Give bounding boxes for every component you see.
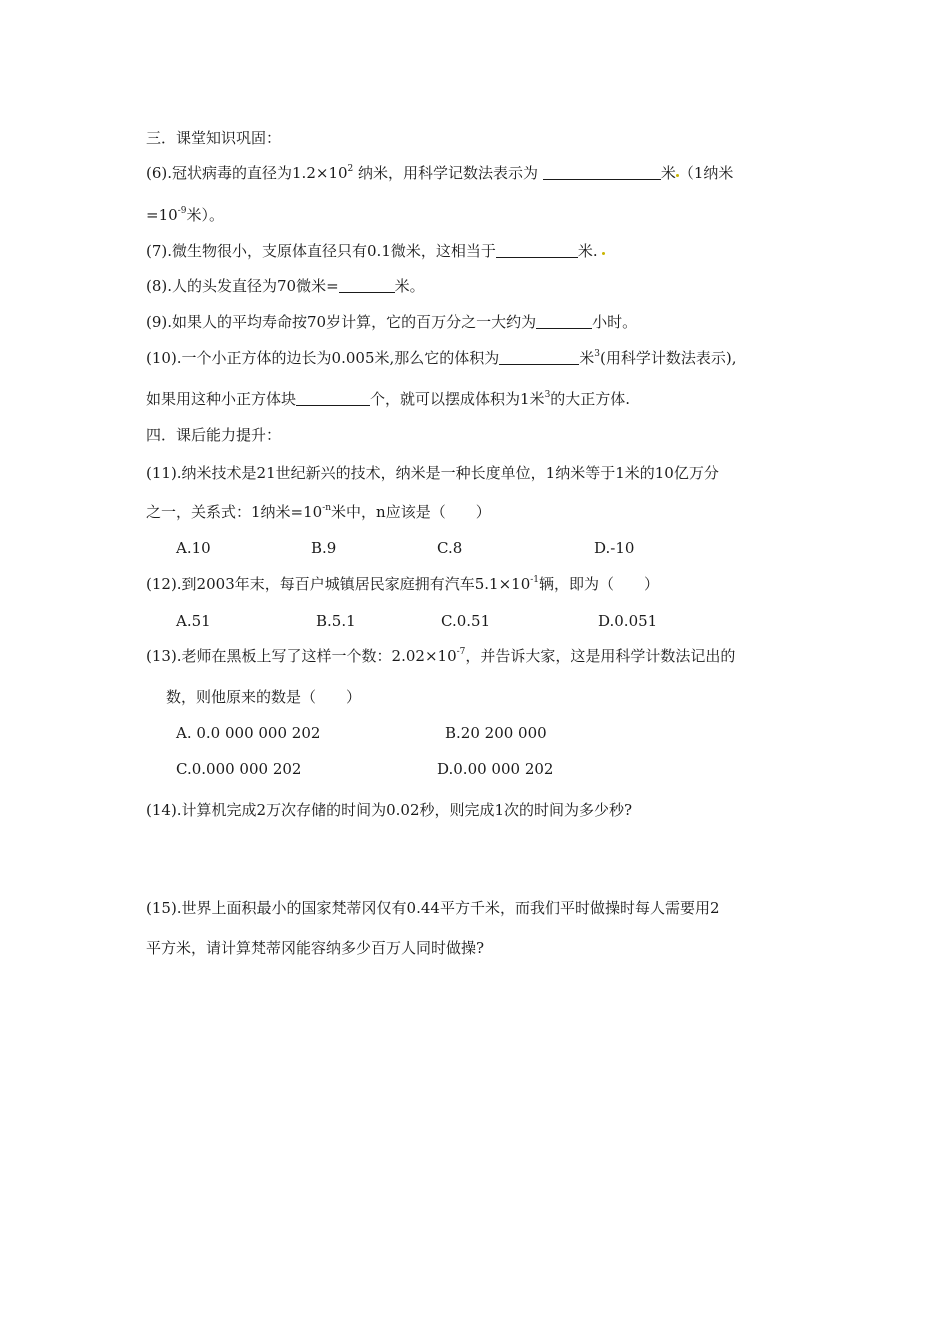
q13-option-a[interactable]: A. 0.0 000 000 202 (176, 724, 321, 742)
q9-text-2: 小时。 (592, 313, 638, 331)
question-15-line-2: 平方米，请计算梵蒂冈能容纳多少百万人同时做操? (146, 939, 485, 957)
question-10-line-1 (146, 348, 737, 368)
q13-text-1: (13).老师在黑板上写了这样一个数：2.02×10 (146, 647, 457, 665)
q6-text-2: 纳米，用科学记数法表示为 (353, 164, 543, 182)
question-10-line-2 (146, 389, 630, 409)
section-3-heading: 三．课堂知识巩固： (146, 129, 282, 147)
q12-option-d[interactable]: D.0.051 (598, 612, 658, 630)
q13-option-b[interactable]: B.20 200 000 (445, 724, 547, 742)
q12-option-c[interactable]: C.0.51 (441, 612, 491, 630)
question-8 (146, 276, 425, 296)
q6-text-3: 米 (660, 164, 676, 182)
q7-text-2: 米. (577, 242, 598, 260)
q11-text-2: 米中，n应该是（ ） (331, 503, 491, 521)
q13-exponent: -7 (456, 647, 466, 657)
q10-text-3: (用科学计数法表示), (600, 349, 737, 367)
question-11-line-2 (146, 502, 491, 522)
q9-text-1: (9).如果人的平均寿命按70岁计算，它的百万分之一大约为 (146, 313, 537, 331)
q10-answer-blank-2[interactable] (296, 391, 370, 406)
q6-text-5: =10 (146, 206, 178, 224)
q11-option-a[interactable]: A.10 (176, 539, 211, 557)
q6-text-6: 米）。 (186, 206, 224, 224)
q10-exponent-1: 3 (594, 349, 601, 359)
question-15-line-1: (15).世界上面积最小的国家梵蒂冈仅有0.44平方千米，而我们平时做操时每人需要用2 (146, 899, 720, 917)
question-13-line-1 (146, 646, 735, 666)
q7-answer-blank[interactable] (496, 243, 578, 258)
mark-dot (602, 252, 605, 255)
question-7 (146, 241, 605, 261)
question-11-line-1: (11).纳米技术是21世纪新兴的技术，纳米是一种长度单位，1纳米等于1米的10亿万分 (146, 464, 719, 482)
question-6-line-2 (146, 205, 224, 225)
q10-exponent-2: 3 (544, 390, 551, 400)
q13-text-2: ，并告诉大家，这是用科学计数法记出的 (465, 647, 736, 665)
q10-text-2: 米 (579, 349, 595, 367)
q13-option-d[interactable]: D.0.00 000 202 (437, 760, 554, 778)
q6-text-4: （1纳米 (678, 164, 734, 182)
question-6-line-1 (146, 163, 733, 183)
q10-text-1: (10).一个小正方体的边长为0.005米,那么它的体积为 (146, 349, 500, 367)
q13-option-c[interactable]: C.0.000 000 202 (176, 760, 302, 778)
q12-text-1: (12).到2003年末，每百户城镇居民家庭拥有汽车5.1×10 (146, 575, 531, 593)
section-4-heading: 四．课后能力提升： (146, 426, 282, 444)
q12-option-a[interactable]: A.51 (176, 612, 211, 630)
q12-exponent: -1 (530, 575, 540, 585)
question-9 (146, 312, 637, 332)
q7-text-1: (7).微生物很小，支原体直径只有0.1微米，这相当于 (146, 242, 496, 260)
q11-option-c[interactable]: C.8 (437, 539, 463, 557)
question-14: (14).计算机完成2万次存储的时间为0.02秒，则完成1次的时间为多少秒? (146, 801, 633, 819)
q12-option-b[interactable]: B.5.1 (316, 612, 356, 630)
q6-exponent-1: 2 (347, 164, 354, 174)
q11-option-d[interactable]: D.-10 (594, 539, 635, 557)
q11-exponent: -n (322, 503, 332, 513)
q11-option-b[interactable]: B.9 (311, 539, 337, 557)
q8-answer-blank[interactable] (339, 278, 395, 293)
q12-text-2: 辆，即为（ ） (539, 575, 660, 593)
q10-text-5: 个，就可以摆成体积为1米 (370, 390, 545, 408)
question-12 (146, 574, 659, 594)
question-13-line-2: 数，则他原来的数是（ ） (166, 688, 362, 706)
q8-text-1: (8).人的头发直径为70微米= (146, 277, 339, 295)
q6-text-1: (6).冠状病毒的直径为1.2×10 (146, 164, 348, 182)
q6-answer-blank[interactable] (543, 165, 661, 180)
q9-answer-blank[interactable] (536, 314, 592, 329)
q11-text-1: 之一，关系式：1纳米=10 (146, 503, 323, 521)
q10-text-6: 的大正方体. (550, 390, 631, 408)
q10-text-4: 如果用这种小正方体块 (146, 390, 297, 408)
q8-text-2: 米。 (394, 277, 425, 295)
q10-answer-blank-1[interactable] (499, 350, 579, 365)
q6-exponent-2: -9 (177, 206, 187, 216)
